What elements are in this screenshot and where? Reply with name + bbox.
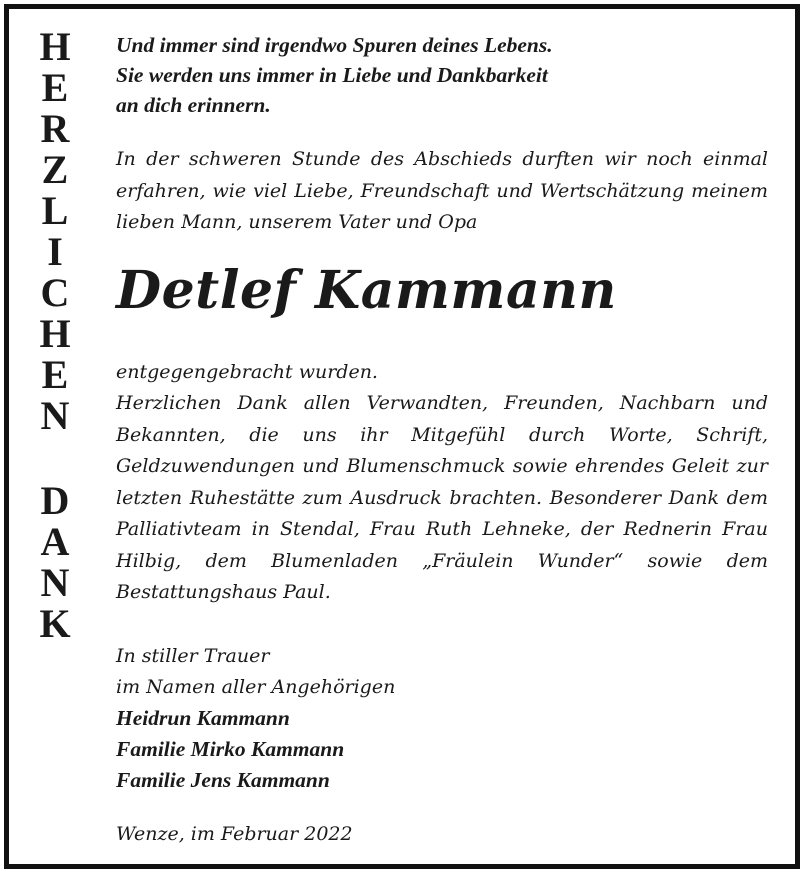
family-name: Familie Jens Kammann bbox=[116, 767, 330, 792]
vertical-letter: H bbox=[39, 311, 71, 356]
vertical-letter: Z bbox=[41, 147, 69, 192]
mourning-line: im Namen aller Angehörigen bbox=[116, 675, 396, 698]
family-name: Heidrun Kammann bbox=[116, 705, 290, 730]
intro-paragraph: In der schweren Stunde des Abschieds durften wir noch einmal erfahren, wie viel Liebe, Freundschaft und Wertschätzung meinem lieben Mann, unserem Vater und Opa bbox=[116, 148, 768, 233]
vertical-letter: A bbox=[40, 519, 70, 564]
after-name-line: entgegengebracht wurden. bbox=[116, 360, 378, 383]
vertical-letter: N bbox=[40, 393, 70, 438]
motto-line: an dich erinnern. bbox=[116, 93, 271, 117]
family-name: Familie Mirko Kammann bbox=[116, 736, 345, 761]
vertical-letter: H bbox=[39, 24, 71, 69]
vertical-letter: R bbox=[40, 106, 70, 151]
mourning-line: In stiller Trauer bbox=[116, 644, 270, 667]
mourning-block bbox=[116, 641, 768, 796]
vertical-title bbox=[28, 26, 82, 644]
vertical-letter: E bbox=[41, 352, 69, 397]
vertical-letter: I bbox=[47, 229, 63, 274]
vertical-letter: L bbox=[41, 188, 69, 233]
notice-content bbox=[116, 30, 768, 849]
vertical-letter: E bbox=[41, 65, 69, 110]
motto bbox=[116, 30, 768, 120]
motto-line: Und immer sind irgendwo Spuren deines Lebens. bbox=[116, 33, 553, 57]
vertical-letter: K bbox=[39, 601, 71, 646]
deceased-name: Detlef Kammann bbox=[116, 259, 617, 321]
place-date: Wenze, im Februar 2022 bbox=[116, 822, 353, 845]
vertical-letter: C bbox=[40, 270, 70, 315]
vertical-letter: D bbox=[40, 478, 70, 523]
motto-line: Sie werden uns immer in Liebe und Dankbarkeit bbox=[116, 63, 548, 87]
vertical-letter: N bbox=[40, 560, 70, 605]
thanks-paragraph: Herzlichen Dank allen Verwandten, Freunden, Nachbarn und Bekannten, die uns ihr Mitgefühl durch Worte, Schrift, Geldzuwendungen und Blumenschmuck sowie ehrendes Geleit zur letzten Ruhestätte zum Ausdruck brachten. Besonderer Dank dem Palliativteam in Stendal, Frau Ruth Lehneke, der Rednerin Frau Hilbig, dem Blumenladen „Fräulein Wunder“ sowie dem Bestattungshaus Paul. bbox=[116, 392, 768, 603]
